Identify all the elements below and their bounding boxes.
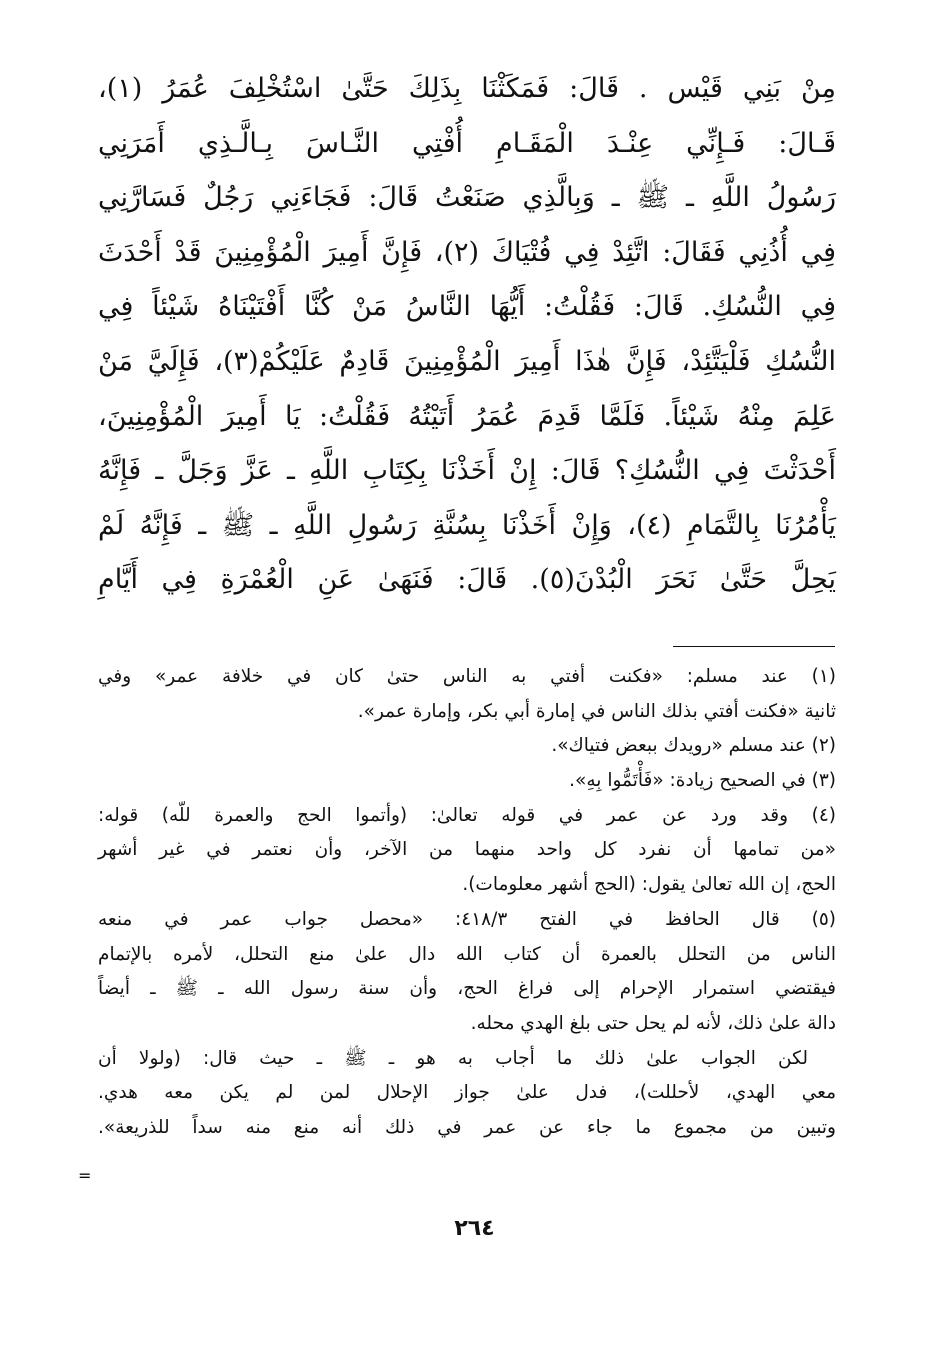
footnote-line: الناس من التحلل بالعمرة أن كتاب الله دال علىٰ منع التحلل، لأمره بالإتمام [98, 943, 836, 965]
main-text-line: النُّسُكِ فَلْيَتَّئِدْ، فَإِنَّ هٰذَا أَمِيرَ الْمُؤْمِنِينَ قَادِمٌ عَلَيْكُمْ(٣)، فَإِلَيَّ مَنْ [98, 345, 836, 377]
footnote-line: لكن الجواب علىٰ ذلك ما أجاب به هو ـ ﷺ ـ حيث قال: (ولولا أن [98, 1047, 808, 1069]
footnote-line: الحج، إن الله تعالىٰ يقول: (الحج أشهر معلومات). [462, 874, 836, 896]
footnote-line: فيقتضي استمرار الإحرام إلى فراغ الحج، وأن سنة رسول الله ـ ﷺ ـ أيضاً [98, 978, 836, 1000]
footnotes [98, 660, 836, 1146]
main-text-line: فِي النُّسُكِ. قَالَ: فَقُلْتُ: أَيُّهَا النَّاسُ مَنْ كُنَّا أَفْتَيْنَاهُ شَيْئاً فِي [98, 291, 836, 323]
continuation-mark: = [78, 1166, 92, 1185]
footnote-line: (٥) قال الحافظ في الفتح ٤١٨/٣: «محصل جواب عمر في منعه [98, 908, 836, 930]
footnote-line: (٣) في الصحيح زيادة: «فَأْتَمُّوا بِهِ». [569, 770, 836, 792]
footnote-divider [673, 646, 835, 647]
main-text-line: عَلِمَ مِنْهُ شَيْئاً. فَلَمَّا قَدِمَ عُمَرُ أَتَيْتُهُ فَقُلْتُ: يَا أَمِيرَ الْمُؤْمِنِينَ، [98, 400, 836, 432]
footnote-line: (٢) عند مسلم «رويدك ببعض فتياك». [551, 735, 836, 757]
main-text-line: فِي أُذُنِي فَقَالَ: اتَّئِدْ فِي فُتْيَاكَ (٢)، فَإِنَّ أَمِيرَ الْمُؤْمِنِينَ قَدْ أَحْدَثَ [98, 236, 836, 268]
page-number: ٢٦٤ [454, 1216, 495, 1241]
main-text [98, 62, 836, 608]
footnote-line: معي الهدي، لأحللت)، فدل علىٰ جواز الإحلال لمن لم يكن معه هدي. [98, 1082, 836, 1104]
footnote-line: «من تمامها أن نفرد كل واحد منهما من الآخر، وأن نعتمر في غير أشهر [98, 839, 836, 861]
main-text-line: رَسُولُ اللَّهِ ـ ﷺ ـ وَبِالَّذِي صَنَعْتُ قَالَ: فَجَاءَنِي رَجُلٌ فَسَارَّنِي [98, 182, 836, 214]
main-text-line: قَـالَ: فَـإِنِّي عِنْـدَ الْمَقَـامِ أُفْتِي النَّـاسَ بِـالَّـذِي أَمَرَنِي [98, 127, 836, 159]
main-text-line: يَأْمُرُنَا بِالتَّمَامِ (٤)، وَإِنْ أَخَذْنَا بِسُنَّةِ رَسُولِ اللَّهِ ـ ﷺ ـ فَإِنَّهُ لَمْ [98, 509, 836, 541]
main-text-line: مِنْ بَنِي قَيْس . قَالَ: فَمَكَثْنَا بِذَلِكَ حَتَّىٰ اسْتُخْلِفَ عُمَرُ (١)، [98, 73, 836, 104]
footnote-line: (٤) وقد ورد عن عمر في قوله تعالىٰ: (وأتموا الحج والعمرة للّه) قوله: [98, 804, 836, 826]
footnote-line: ثانية «فكنت أفتي بذلك الناس في إمارة أبي بكر، وإمارة عمر». [357, 700, 836, 722]
footnote-line: دالة علىٰ ذلك، لأنه لم يحل حتى بلغ الهدي محله. [470, 1012, 836, 1034]
main-text-line: أَحْدَثْتَ فِي النُّسُكِ؟ قَالَ: إِنْ أَخَذْنَا بِكِتَابِ اللَّهِ ـ عَزَّ وَجَلَّ ـ فَإِنَّهُ [98, 455, 836, 487]
main-text-line: يَحِلَّ حَتَّىٰ نَحَرَ الْبُدْنَ(٥). قَالَ: فَنَهَىٰ عَنِ الْعُمْرَةِ فِي أَيَّامِ [98, 564, 837, 596]
footnote-line: وتبين من مجموع ما جاء عن عمر في ذلك أنه منع منه سداً للذريعة». [98, 1116, 836, 1138]
footnote-line: (١) عند مسلم: «فكنت أفتي به الناس حتىٰ كان في خلافة عمر» وفي [98, 666, 836, 687]
